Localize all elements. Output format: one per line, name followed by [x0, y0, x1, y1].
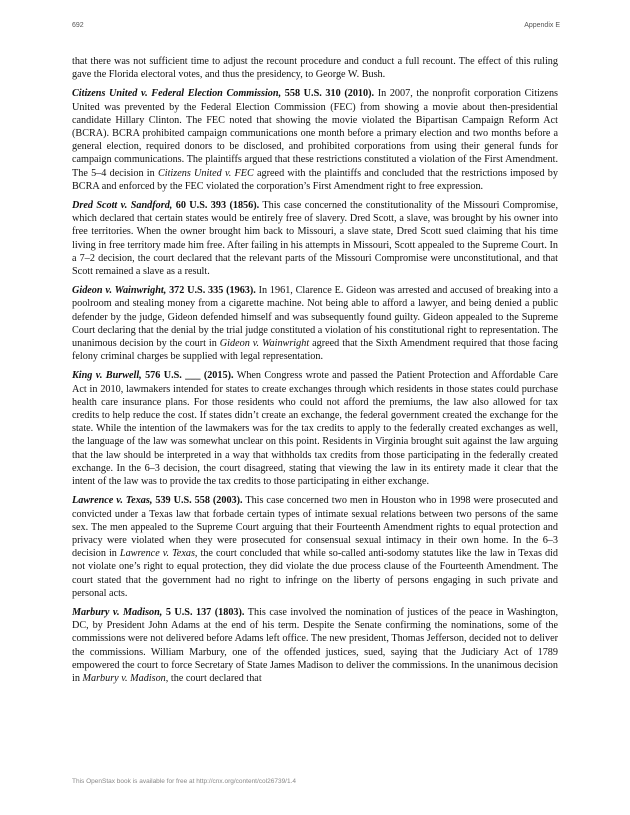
- case-citation: 5 U.S. 137 (1803).: [162, 606, 245, 618]
- case-text: This case concerned the constitutionality of the Missouri Compromise, which declared that certain states would be entirely free of slavery. Dred Scott, a slave, was brought by his owner into free territories. When the owner brought him back to Missouri, a slave state, Dred Scott sued claiming that his time living in free territory made him free. After failing in his attempts in Missouri, Scott appealed to the Supreme Court. In a 7–2 decision, the court declared that the relevant parts of the Missouri Compromise were unconstitutional, and that Scott remained a slave as a result.: [72, 200, 558, 278]
- case-name: Marbury v. Madison,: [72, 606, 163, 618]
- case-text: This case concerned two men in Houston who in 1998 were prosecuted and convicted under a Texas law that forbade certain types of intimate sexual relations between two persons of the same sex. The men appealed to the Supreme Court arguing that their Fourteenth Amendment rights to equal protection and privacy were violated when they were prosecuted for consensual sexual intimacy in their own home. In the 6–3 decision in: [72, 495, 558, 560]
- case-text: When Congress wrote and passed the Patient Protection and Affordable Care Act in 2010, lawmakers intended for states to create exchanges through which residents in those states could purchase health care insurance plans. For those residents who could not afford the premiums, the law also allowed for tax credits to help reduce the cost. If states didn’t create an exchange, the federal government created the exchange for the state. While the intention of the lawmakers was for the tax credits to apply to the federally created exchanges as well, the language of the law was somewhat unclear on this point. Residents in Virginia brought suit against the law arguing that the law should be interpreted in a way that withholds tax credits from those participating in the federally created exchange. In the 6–3 decision, the court disagreed, stating that viewing the law in its entirety made it clear that the intent of the law was to provide the tax credits to those participating in either exchange.: [72, 370, 559, 488]
- case-entry: [72, 87, 558, 193]
- case-citation: 558 U.S. 310 (2010).: [281, 88, 375, 100]
- case-citation: 539 U.S. 558 (2003).: [152, 495, 243, 507]
- case-name: King v. Burwell,: [72, 370, 142, 382]
- intro-paragraph: that there was not sufficient time to adjust the recount procedure and conduct a full recount. The effect of this ruling gave the Florida electoral votes, and thus the presidency, to George W. Bush.: [72, 56, 558, 81]
- case-italic: Lawrence v. Texas: [119, 548, 195, 560]
- case-italic: Gideon v. Wainwright: [219, 338, 310, 350]
- case-entry: [72, 606, 558, 685]
- case-citation: 60 U.S. 393 (1856).: [172, 200, 260, 212]
- section-title: Appendix E: [524, 22, 560, 29]
- case-entry: [72, 284, 558, 363]
- case-citation: 576 U.S. ___ (2015).: [141, 370, 234, 382]
- case-name: Citizens United v. Federal Election Commission,: [72, 88, 282, 100]
- case-name: Lawrence v. Texas,: [72, 495, 153, 507]
- case-citation: 372 U.S. 335 (1963).: [166, 285, 256, 297]
- case-text: This case involved the nomination of justices of the peace in Washington, DC, by President John Adams at the end of his term. Despite the Senate confirming the nominations, some of the commissions were not delivered before Adams left office. The new president, Thomas Jefferson, decided not to deliver the commissions. William Marbury, one of the offended justices, sued, saying that the Judiciary Act of 1789 empowered the court to force Secretary of State James Madison to deliver the commissions. In the unanimous decision in: [72, 606, 558, 684]
- footer-link[interactable]: This OpenStax book is available for free at http://cnx.org/content/col26739/1.4: [72, 778, 297, 785]
- case-text: In 1961, Clarence E. Gideon was arrested and accused of breaking into a poolroom and stealing money from a cigarette machine. Not being able to afford a lawyer, and being denied a public defender by the judge, Gideon defended himself and was subsequently found guilty. Gideon appealed to the Supreme Court declaring that the denial by the trial judge constituted a violation of his constitutional right to representation. The unanimous decision by the court in: [72, 285, 559, 350]
- case-name: Dred Scott v. Sandford,: [72, 200, 173, 212]
- case-name: Gideon v. Wainwright,: [72, 285, 167, 297]
- case-text-cont: agreed that the Sixth Amendment required that those facing felony criminal charges be supplied with legal representation.: [72, 338, 558, 363]
- case-text-cont: , the court concluded that while so-called anti-sodomy statutes like the law in Texas did not violate one’s right to equal protection, they did violate the due process clause of the Fourteenth Amendment. The court stated that the government had no right to infringe on the liberty of persons engaging in such private and personal acts.: [72, 548, 558, 599]
- case-italic: Marbury v. Madison: [82, 672, 166, 684]
- case-text-cont: , the court declared that: [165, 672, 262, 684]
- case-italic: Citizens United v. FEC: [157, 167, 254, 179]
- body-text: [72, 55, 558, 691]
- case-text-cont: agreed with the plaintiffs and concluded that the restrictions imposed by BCRA and enforced by the FEC violated the corporation’s First Amendment right to free expression.: [72, 167, 558, 192]
- case-entry: [72, 199, 558, 278]
- case-entry: [72, 369, 558, 488]
- page-number: 692: [72, 22, 84, 29]
- case-entry: [72, 494, 558, 600]
- case-text: In 2007, the nonprofit corporation Citizens United was prevented by the Federal Election Commission (FEC) from showing a movie about then-presidential candidate Hillary Clinton. The FEC noted that showing the movie violated the Bipartisan Campaign Reform Act (BCRA). BCRA prohibited campaign communications one month before a primary election and two months before a general election, required donors to be disclosed, and prohibited corporations from using their general funds for campaign communications. The plaintiffs argued that these restrictions constituted a violation of the First Amendment. The 5–4 decision in: [72, 88, 558, 179]
